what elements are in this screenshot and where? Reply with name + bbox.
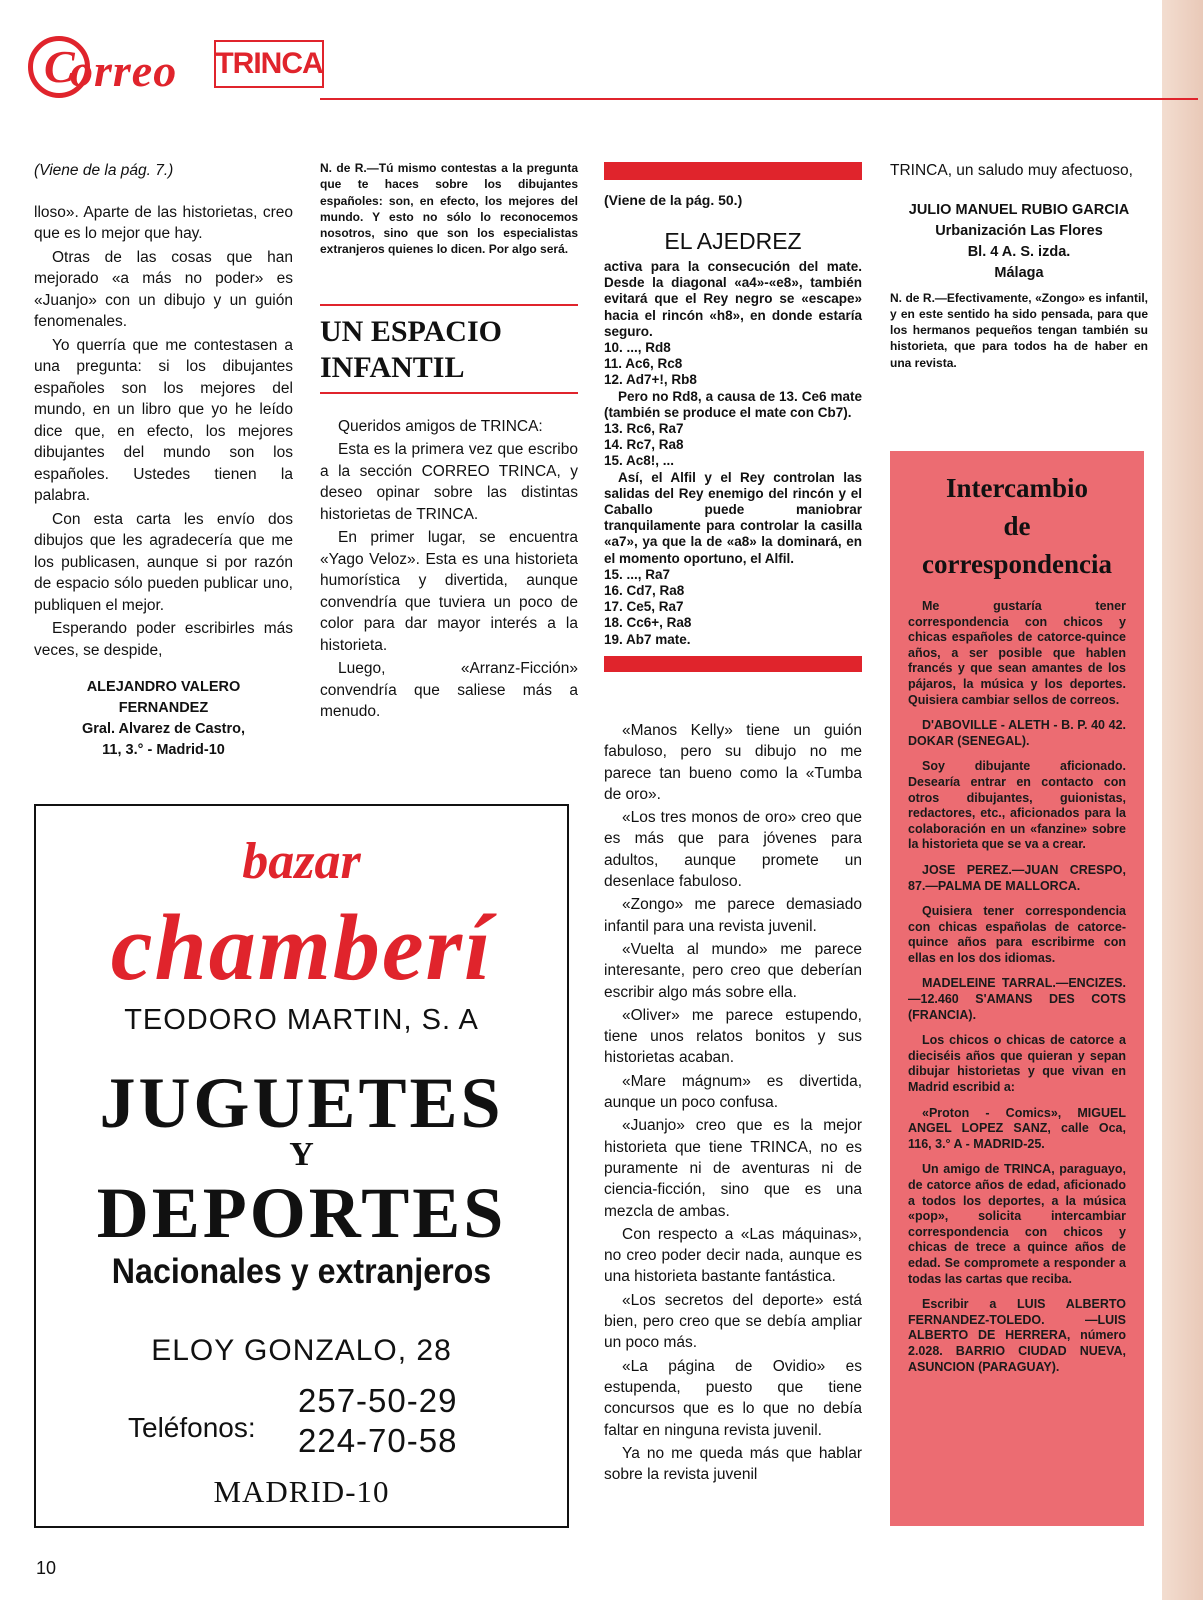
column-4	[890, 160, 1148, 371]
signature-name: JULIO MANUEL RUBIO GARCIA	[908, 201, 1130, 218]
ad-nacionales: Nacionales y extranjeros	[111, 1252, 492, 1291]
ad-city: MADRID-10	[213, 1474, 390, 1509]
header-rule	[320, 98, 1198, 100]
chess-move: 18. Cc6+, Ra8	[604, 615, 692, 631]
chess-move: 15. ..., Ra7	[604, 566, 671, 582]
exchange-request: Me gustaría tener correspondencia con chicos y chicas españoles de catorce-quince años, a ser posible que hablen francés y que sean amantes de los pájaros, la música y los deportes. Quisiera cambiar sellos de correos.	[908, 599, 1126, 707]
box-body	[890, 599, 1144, 1375]
paragraph: «Manos Kelly» tiene un guión fabuloso, pero su dibujo no me parece tan bueno como la «Tumba de oro».	[604, 722, 862, 803]
paragraph: Esta es la primera vez que escribo a la sección CORREO TRINCA, y deseo opinar sobre las distintas historietas de TRINCA.	[320, 441, 578, 523]
ad-company: TEODORO MARTIN, S. A	[124, 1004, 479, 1036]
chess-move: 10. ..., Rd8	[604, 340, 671, 356]
chess-move: 11. Ac6, Rc8	[604, 356, 683, 372]
section-rule	[320, 304, 578, 306]
paragraph: «La página de Ovidio» es estupenda, puesto que tiene concursos que es lo que no debía faltar en ninguna revista juvenil.	[604, 1357, 862, 1439]
page-number: 10	[36, 1558, 57, 1578]
signature-name: ALEJANDRO VALERO	[86, 679, 241, 695]
chess-text: Así, el Alfil y el Rey controlan las salidas del Rey enemigo del rincón y el Caballo puede maniobrar tranquilamente para controlar la casilla «a7», ya que la de «a8» la dominará, en el momento oportuno, el Alfil.	[604, 469, 862, 566]
paragraph: «Mare mágnum» es divertida, aunque un poco confusa.	[604, 1072, 862, 1112]
signature-city: Málaga	[994, 264, 1044, 281]
editor-note: N. de R.—Tú mismo contestas a la pregunta que te haces sobre los dibujantes españoles: son, en efecto, los mejores del mundo. Y esto no sólo lo reconocemos nosotros, sino que son los especialistas extranjeros quienes lo dicen. Por algo será.	[320, 161, 578, 257]
paragraph: Queridos amigos de TRINCA:	[338, 417, 543, 435]
chess-title: EL AJEDREZ	[664, 228, 802, 254]
signature-address: Urbanización Las Flores	[935, 222, 1103, 239]
box-title-2: de	[1003, 511, 1031, 541]
paragraph: Con esta carta les envío dos dibujos que les agradecería que me los publicasen, aunque si por razón de espacio sólo pueden publicar uno, publiquen el mejor.	[34, 510, 293, 614]
exchange-address: MADELEINE TARRAL.—ENCIZES.—12.460 S'AMANS DES COTS (FRANCIA).	[908, 976, 1126, 1022]
column-3-letter	[604, 720, 862, 1487]
exchange-request: Quisiera tener correspondencia con chicas españolas de catorce-quince años para escribirme con ellas en los dos idiomas.	[908, 904, 1126, 965]
paragraph: Ya no me queda más que hablar sobre la revista juvenil	[604, 1444, 862, 1484]
chess-move: 13. Rc6, Ra7	[604, 421, 684, 437]
ad-y: Y	[289, 1136, 314, 1173]
ad-phone-1: 257-50-29	[298, 1382, 458, 1419]
paragraph: Esperando poder escribirles más veces, se despide,	[34, 620, 293, 659]
paragraph: Luego, «Arranz-Ficción» convendría que saliese más a menudo.	[320, 660, 578, 721]
box-title-1: Intercambio	[946, 473, 1088, 503]
chess-intro: activa para la consecución del mate. Desde la diagonal «a4»-«e8», también evitará que el Rey negro se «escape» hacia el rincón «h8», en donde estaría seguro.	[604, 259, 862, 339]
paragraph: «Los tres monos de oro» creo que es más que para jóvenes para adultos, aunque promete un desenlace fabuloso.	[604, 809, 862, 891]
chess-move: 14. Rc7, Ra8	[604, 437, 684, 453]
correspondence-box	[890, 451, 1144, 1526]
paragraph: En primer lugar, se encuentra «Yago Veloz». Esta es una historieta humorística y divertida, aunque convendría que tuviera un poco de color para dar mayor interés a la historieta.	[320, 529, 578, 654]
exchange-address: D'ABOVILLE - ALETH - B. P. 40 42. DOKAR (SENEGAL).	[908, 718, 1126, 748]
box-title-3: correspondencia	[922, 549, 1112, 579]
exchange-address: «Proton - Comics», MIGUEL ANGEL LOPEZ SANZ, calle Oca, 116, 3.° A - MADRID-25.	[908, 1105, 1126, 1151]
exchange-request: Soy dibujante aficionado. Desearía entrar en contacto con otros dibujantes, guionistas, redactores, etc., aficionados para la colaboración en un «fanzine» sobre la historieta que se va a crear.	[908, 759, 1126, 852]
ad-phone-2: 224-70-58	[298, 1422, 458, 1459]
exchange-address: JOSE PEREZ.—JUAN CRESPO, 87.—PALMA DE MALLORCA.	[908, 862, 1126, 893]
paragraph: lloso». Aparte de las historietas, creo que es lo mejor que hay.	[34, 203, 293, 242]
signature-city: 11, 3.° - Madrid-10	[102, 742, 225, 758]
exchange-request: Un amigo de TRINCA, paraguayo, de catorce años de edad, aficionado a todos los deportes, a la música «pop», solicita intercambiar correspondencia con chicos y chicas de trece a quince años de edad. Se compromete a responder a todas las cartas que reciba.	[908, 1162, 1126, 1286]
paragraph: Con respecto a «Las máquinas», no creo poder decir nada, aunque es una historieta bastante fantástica.	[604, 1225, 862, 1286]
chess-move: 12. Ad7+!, Rb8	[604, 372, 697, 388]
ad-address: ELOY GONZALO, 28	[151, 1334, 452, 1367]
paragraph: «Zongo» me parece demasiado infantil para una revista juvenil.	[604, 896, 862, 935]
paragraph: «Oliver» me parece estupendo, tiene unos relatos bonitos y sus historietas acaban.	[604, 1006, 862, 1067]
chess-red-bar	[604, 162, 862, 180]
chess-move: 16. Cd7, Ra8	[604, 583, 685, 599]
paragraph: Otras de las cosas que han mejorado «a más no poder» es «Juanjo» con un dibujo y un guión fenomenales.	[34, 248, 293, 330]
trinca-logo: TRINCA	[214, 40, 324, 88]
signature-address: Gral. Alvarez de Castro,	[81, 721, 246, 737]
ad-deportes: DEPORTES	[96, 1173, 507, 1253]
ad-phones-label: Teléfonos:	[128, 1412, 256, 1443]
exchange-address: Escribir a LUIS ALBERTO FERNANDEZ-TOLEDO. —LUIS ALBERTO DE HERRERA, número 2.028. BARRIO CIUDAD NUEVA, ASUNCION (PARAGUAY).	[908, 1297, 1126, 1374]
advertisement	[34, 804, 569, 1528]
ad-bazar: bazar	[242, 833, 361, 890]
paragraph: «Los secretos del deporte» está bien, pero creo que se debía ampliar un poco más.	[604, 1291, 862, 1352]
section-rule	[320, 392, 578, 394]
page-edge	[1162, 0, 1203, 1600]
paragraph: «Juanjo» creo que es la mejor historieta que tiene TRINCA, no es puramente ni de aventuras ni de ciencia-ficción, sino que es una mezcla de ambas.	[604, 1117, 862, 1220]
continuation-note: (Viene de la pág. 50.)	[604, 192, 743, 208]
continuation-note: (Viene de la pág. 7.)	[34, 162, 174, 179]
editor-note: N. de R.—Efectivamente, «Zongo» es infantil, y en este sentido ha sido pensada, para que los hermanos pequeños tengan también su historieta, que para todos ha de haber en una revista.	[890, 290, 1148, 370]
correo-initial: C	[44, 41, 75, 92]
section-title-1: UN ESPACIO	[320, 314, 502, 348]
paragraph: «Vuelta al mundo» me parece interesante, pero creo que deberían escribir algo más sobre ella.	[604, 940, 862, 1001]
column-1	[34, 160, 293, 761]
ad-chamberi: chamberí	[110, 896, 493, 1000]
correo-title: orreo	[70, 45, 178, 96]
column-2	[320, 160, 578, 725]
column-3	[604, 162, 862, 672]
chess-move: 19. Ab7 mate.	[604, 631, 691, 647]
section-title-2: INFANTIL	[320, 350, 465, 384]
ad-juguetes: JUGUETES	[99, 1063, 504, 1143]
signature-surname: FERNANDEZ	[118, 700, 209, 716]
chess-text: Pero no Rd8, a causa de 13. Ce6 mate (también se produce el mate con Cb7).	[604, 388, 862, 420]
chess-move: 15. Ac8!, ...	[604, 453, 675, 469]
paragraph: Yo querría que me contestasen a una pregunta: si los dibujantes españoles son los mejores del mundo, en un libro que yo he leído dice que, en efecto, los mejores dibujantes del mundo son los españoles. Ustedes tienen la palabra.	[34, 336, 293, 504]
chess-red-bar	[604, 656, 862, 672]
letter-closing: TRINCA, un saludo muy afectuoso,	[890, 162, 1133, 179]
signature-block: Bl. 4 A. S. izda.	[967, 243, 1071, 260]
chess-move: 17. Ce5, Ra7	[604, 599, 684, 615]
exchange-request: Los chicos o chicas de catorce a dieciséis años que quieran y sepan dibujar historietas y que vivan en Madrid escribid a:	[908, 1033, 1126, 1095]
